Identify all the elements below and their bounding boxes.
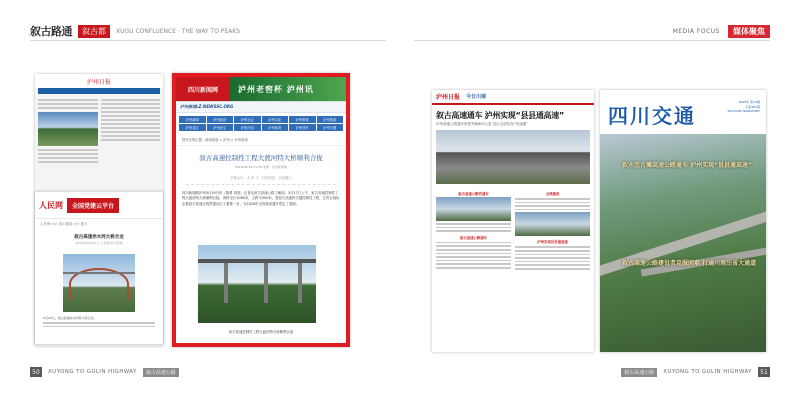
scsnet-breadcrumb: 您所在的位置：新闻频道 > 泸州 > 泸州新闻: [176, 134, 346, 146]
newspaper-right-section: 今日川南: [466, 94, 487, 100]
scsnet-nav-item[interactable]: 泸州旅游: [317, 116, 344, 123]
newspaper-right-col: [436, 188, 511, 272]
people-badge: 全国党建云平台: [67, 198, 119, 213]
page-number-right: 51: [758, 367, 770, 377]
header-left-tag: 叙古都: [78, 25, 110, 38]
scsnet-site-name: 泸州频道LZ.NEWSSC.ORG: [180, 104, 234, 109]
newspaper-right-head: 叙古高速公路通车: [459, 235, 488, 240]
page-number-left: 50: [30, 367, 42, 377]
scsnet-article-meta: 2018-03-19 11:50 来源：四川新闻网: [235, 165, 287, 169]
people-title: 叙古高速赤水河大桥合龙: [74, 235, 124, 240]
newspaper-left-masthead: 泸州日报: [35, 74, 163, 88]
header-right-en: MEDIA FOCUS: [672, 27, 720, 35]
scsnet-nav-item[interactable]: 泸州法治: [234, 124, 261, 131]
people-bridge-photo: [63, 254, 135, 312]
magazine-cover: [600, 90, 766, 352]
magazine-headline: 叙永至古蔺高速公路通车 泸州实现“县县通高速”: [622, 162, 752, 169]
newspaper-right-header: [432, 90, 594, 105]
scsnet-nav-item[interactable]: 泸州民生: [207, 124, 234, 131]
header-logo: 叙古路通: [30, 25, 72, 38]
scsnet-photo-caption: 叙古高速控制性工程大渡河特大桥顺利合拢: [228, 330, 294, 334]
people-meta: 2018年03月21日 人民网-四川频道: [75, 241, 123, 245]
newspaper-right: [432, 90, 594, 352]
media-spread: [30, 62, 770, 358]
scsnet-nav-item[interactable]: 泸州经济: [207, 116, 234, 123]
newspaper-right-head: 叙古高速公路的通车: [458, 192, 489, 196]
magazine-info: 2018年 第12期 总第381期 SICHUAN TRANSPORT: [727, 100, 760, 113]
newspaper-right-photo: [436, 130, 590, 184]
newspaper-left-photo: [38, 112, 98, 146]
scsnet-nav-item[interactable]: 泸州社会: [234, 116, 261, 123]
footer-left-en: XUYONG TO GULIN HIGHWAY: [48, 369, 137, 375]
people-page: [35, 192, 163, 344]
scsnet-nav-item[interactable]: 泸州图片: [289, 124, 316, 131]
scsnet-nav-item[interactable]: 泸州文化: [262, 116, 289, 123]
people-breadcrumb: 人民网 >> 四川频道 >> 地方: [40, 222, 88, 226]
newspaper-right-col: [515, 188, 590, 272]
header-left-subtitle: XUGU CONFLUENCE · THE WAY TO PEAKS: [116, 27, 240, 35]
people-caption: 3月20日，叙古高速赤水河特大桥合龙。: [43, 316, 155, 329]
scsnet-nav-item[interactable]: 泸州专题: [317, 124, 344, 131]
scsnet-page-inner: [176, 77, 346, 343]
scsnet-nav-item[interactable]: 泸州教育: [289, 116, 316, 123]
newspaper-right-columns: [432, 184, 594, 276]
footer-left-tag: 叙古高速公路: [143, 368, 179, 377]
footer-right-en: XUYONG TO GULIN HIGHWAY: [663, 369, 752, 375]
header-left: [30, 24, 240, 38]
header-right: [673, 24, 770, 38]
magazine-headline-2: 叙古高速公路建设者克服困难 打通川南出省大通道: [622, 260, 757, 267]
newspaper-right-head: 全线建成: [545, 192, 560, 196]
scsnet-banner: [176, 77, 346, 102]
footer-left: [30, 367, 179, 377]
newspaper-left-col: [38, 97, 98, 165]
footer-right-tag: 叙古高速公路: [621, 368, 657, 377]
newspaper-right-img: [515, 212, 590, 236]
newspaper-right-subtitle: 泸州高速公路通车里程突破605公里 县区全部实现“快速通”: [436, 122, 528, 126]
newspaper-right-img: [436, 197, 511, 221]
people-page-header: [35, 192, 163, 219]
magazine-title: 四川交通: [608, 104, 696, 128]
scsnet-nav: [176, 113, 346, 134]
scsnet-logo: 四川新闻网: [176, 77, 230, 101]
scsnet-page: [172, 73, 350, 347]
scsnet-ad: 泸州老窖杯 泸州讯: [230, 77, 346, 101]
header-right-tag: 媒体聚焦: [728, 25, 770, 38]
header-left-rule: [30, 40, 386, 41]
scsnet-article-body: 四川新闻网泸州3月19日讯（陈勇 刘波）记者从叙古高速公路了解到，3月17日上午，叙古高速控制性工程大渡河特大桥顺利合拢。该桥全长1060米，主跨为300米，是叙古高速的关键控制性工程，它的合拢标志着叙古高速全线贯通迈出了重要一步，为2018年全线建成通车奠定了基础。: [182, 191, 340, 206]
scsnet-nav-item[interactable]: 泸州新闻: [179, 116, 206, 123]
newspaper-left-col: [101, 97, 161, 165]
scsnet-nav-item[interactable]: 泸州体育: [262, 124, 289, 131]
scsnet-nav-item[interactable]: 泸州县区: [179, 124, 206, 131]
newspaper-left-body: [35, 94, 163, 168]
scsnet-site-bar: [176, 102, 346, 113]
newspaper-right-head: 泸州实现县县通高速: [537, 240, 568, 245]
scsnet-bridge-photo: [198, 245, 316, 323]
newspaper-right-masthead: 泸州日报: [436, 94, 461, 101]
scsnet-article-title: 叙古高速控制性工程大渡河特大桥顺利合拢: [199, 154, 323, 162]
newspaper-right-title: 叙古高速通车 泸州实现“县县通高速”: [436, 111, 564, 120]
scsnet-tools: 字体大小：大 中 小 打印本页 关闭窗口: [186, 169, 336, 185]
people-logo: 人民网: [39, 199, 63, 210]
header-right-rule: [414, 40, 770, 41]
footer-right: [621, 367, 770, 377]
